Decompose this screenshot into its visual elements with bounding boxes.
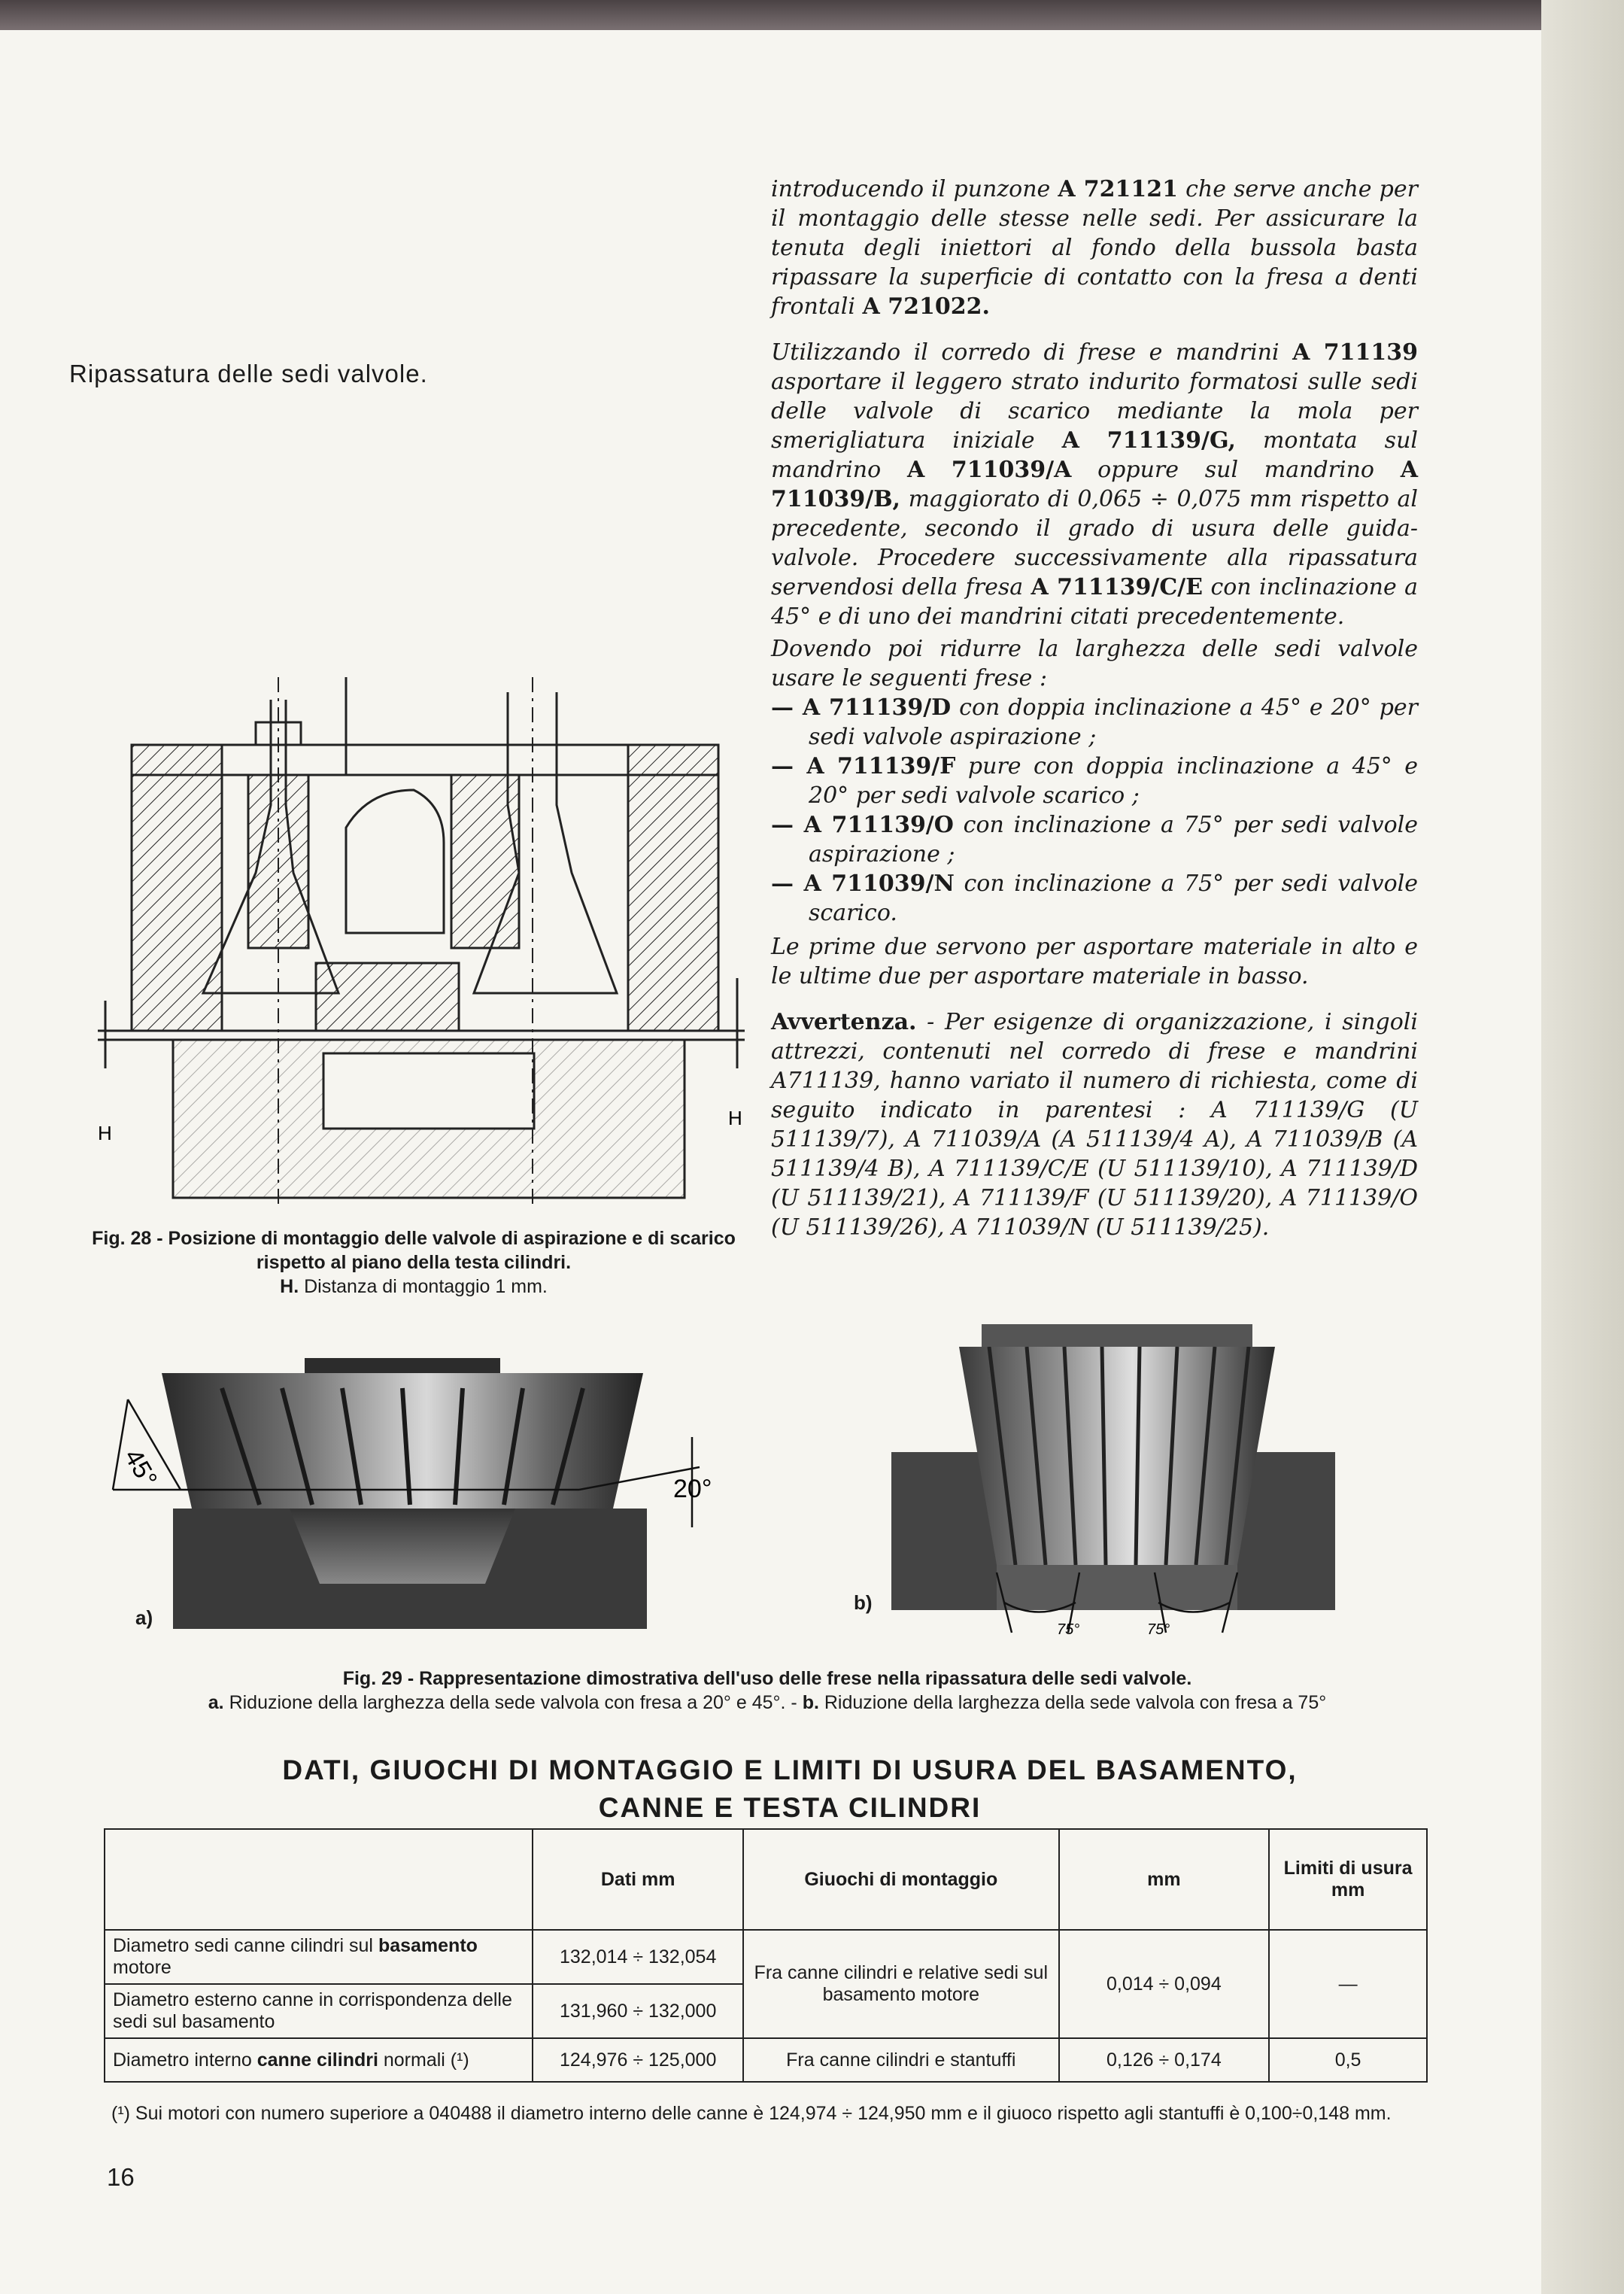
list-item: — A 711039/N con inclinazione a 75° per sedi valvole scarico. <box>771 871 1418 926</box>
list-item: — A 711139/D con doppia inclinazione a 45° e 20° per sedi valvole aspirazione ; <box>771 694 1418 750</box>
fig29b-angle-75-left: 75° <box>1057 1621 1080 1638</box>
list-item: — A 711139/O con inclinazione a 75° per sedi valvole aspirazione ; <box>771 812 1418 867</box>
table-header: mm <box>1059 1829 1270 1930</box>
table-header: Limiti di usura mm <box>1269 1829 1427 1930</box>
section-title: DATI, GIUOCHI DI MONTAGGIO E LIMITI DI USURA DEL BASAMENTO, CANNE E TESTA CILINDRI <box>282 1755 1298 1823</box>
table-cell-desc: Diametro esterno canne in corrispondenza delle sedi sul basamento <box>105 1984 533 2038</box>
table-row <box>105 2038 1427 2082</box>
margin-heading: Ripassatura delle sedi valvole. <box>69 360 428 387</box>
table-cell-mm: 0,126 ÷ 0,174 <box>1059 2038 1270 2082</box>
paragraph-4: Le prime due servono per asportare materiale in alto e le ultime due per asportare materiale in basso. <box>771 934 1418 989</box>
table-cell-gioco: Fra canne cilindri e stantuffi <box>743 2038 1059 2082</box>
fig29a-label: a) <box>135 1606 153 1629</box>
table-header: Giuochi di montaggio <box>743 1829 1059 1930</box>
fig29a-angle-45: 45° <box>118 1444 163 1493</box>
table-header-row <box>105 1829 1427 1930</box>
fig29a-angle-20: 20° <box>673 1475 712 1503</box>
fig28-h-label-left: H <box>98 1122 112 1144</box>
warning-paragraph: Avvertenza. - Per esigenze di organizzazione, i singoli attrezzi, contenuti nel corredo di frese e mandrini A711139, hanno variato il numero di richiesta, come di seguito indicato in parentesi : A 711139/G (U 511139/7), A 711039/A (A 511139/4 A), A 711039/B (A 511139/4 B), A 711139/C/E (U 511139/10), A 711139/D (U 511139/21), A 711139/F (U 511139/20), A 711139/O (U 511139/26), A 711039/N (U 511139/25). <box>771 1009 1418 1241</box>
table-cell-dati: 132,014 ÷ 132,054 <box>533 1930 743 1984</box>
table-cell-limit: — <box>1269 1930 1427 2038</box>
right-text-column <box>771 175 1418 1259</box>
fig29a-angle-marks <box>98 1377 745 1550</box>
table-header <box>105 1829 533 1930</box>
table-header: Dati mm <box>533 1829 743 1930</box>
fig29-caption: Fig. 29 - Rappresentazione dimostrativa dell'uso delle frese nella ripassatura delle sedi valvole. a. Riduzione della larghezza della sede valvola con fresa a 20° e 45°. - b. Riduzione della larghezza della sede valvola con fresa a 75° <box>208 1668 1327 1713</box>
fig29b-cutter-photo <box>891 1324 1343 1640</box>
page-number: 16 <box>107 2163 135 2191</box>
list-item: — A 711139/F pure con doppia inclinazione a 45° e 20° per sedi valvole scarico ; <box>771 753 1418 809</box>
paragraph-1: introducendo il punzone A 721121 che serve anche per il montaggio delle stesse nelle sedi. Per assicurare la tenuta degli iniettori al fondo della bussola basta ripassare la superficie di contatto con la fresa a denti frontali A 721022. <box>771 176 1418 320</box>
fig28-h-label-right: H <box>728 1107 742 1129</box>
paragraph-3: Dovendo poi ridurre la larghezza delle sedi valvole usare le seguenti frese : <box>771 636 1418 691</box>
fig29b-angle-75-right: 75° <box>1147 1621 1170 1638</box>
table-cell-desc: Diametro sedi canne cilindri sul basamento motore <box>105 1930 533 1984</box>
table-cell-gioco: Fra canne cilindri e relative sedi sul basamento motore <box>743 1930 1059 2038</box>
table-cell-dati: 131,960 ÷ 132,000 <box>533 1984 743 2038</box>
table-footnote: (¹) Sui motori con numero superiore a 040488 il diametro interno delle canne è 124,974 ÷ 124,950 mm e il giuoco rispetto agli stantuffi è 0,100÷0,148 mm. <box>111 2103 1392 2124</box>
table-cell-mm: 0,014 ÷ 0,094 <box>1059 1930 1270 2038</box>
fig28-valve-section-drawing <box>98 677 745 1204</box>
fig28-caption: Fig. 28 - Posizione di montaggio delle valvole di aspirazione e di scarico rispetto al piano della testa cilindri. H. Distanza di montaggio 1 mm. <box>92 1228 736 1297</box>
table-cell-desc: Diametro interno canne cilindri normali (¹) <box>105 2038 533 2082</box>
table-row <box>105 1930 1427 1984</box>
scan-top-edge <box>0 0 1624 30</box>
table-cell-dati: 124,976 ÷ 125,000 <box>533 2038 743 2082</box>
paragraph-2: Utilizzando il corredo di frese e mandrini A 711139 asportare il leggero strato indurito formatosi sulle sedi delle valvole di scarico mediante la mola per smerigliatura iniziale A 711139/G, montata sul mandrino A 711039/A oppure sul mandrino A 711039/B, maggiorato di 0,065 ÷ 0,075 mm rispetto al precedente, secondo il grado di usura delle guida-valvole. Procedere successivamente alla ripassatura servendosi della fresa A 711139/C/E con inclinazione a 45° e di uno dei mandrini citati precedentemente. <box>771 339 1419 630</box>
specs-table <box>104 1828 1428 2083</box>
scan-right-edge <box>1541 0 1624 2294</box>
table-cell-limit: 0,5 <box>1269 2038 1427 2082</box>
fig29b-label: b) <box>854 1591 873 1614</box>
